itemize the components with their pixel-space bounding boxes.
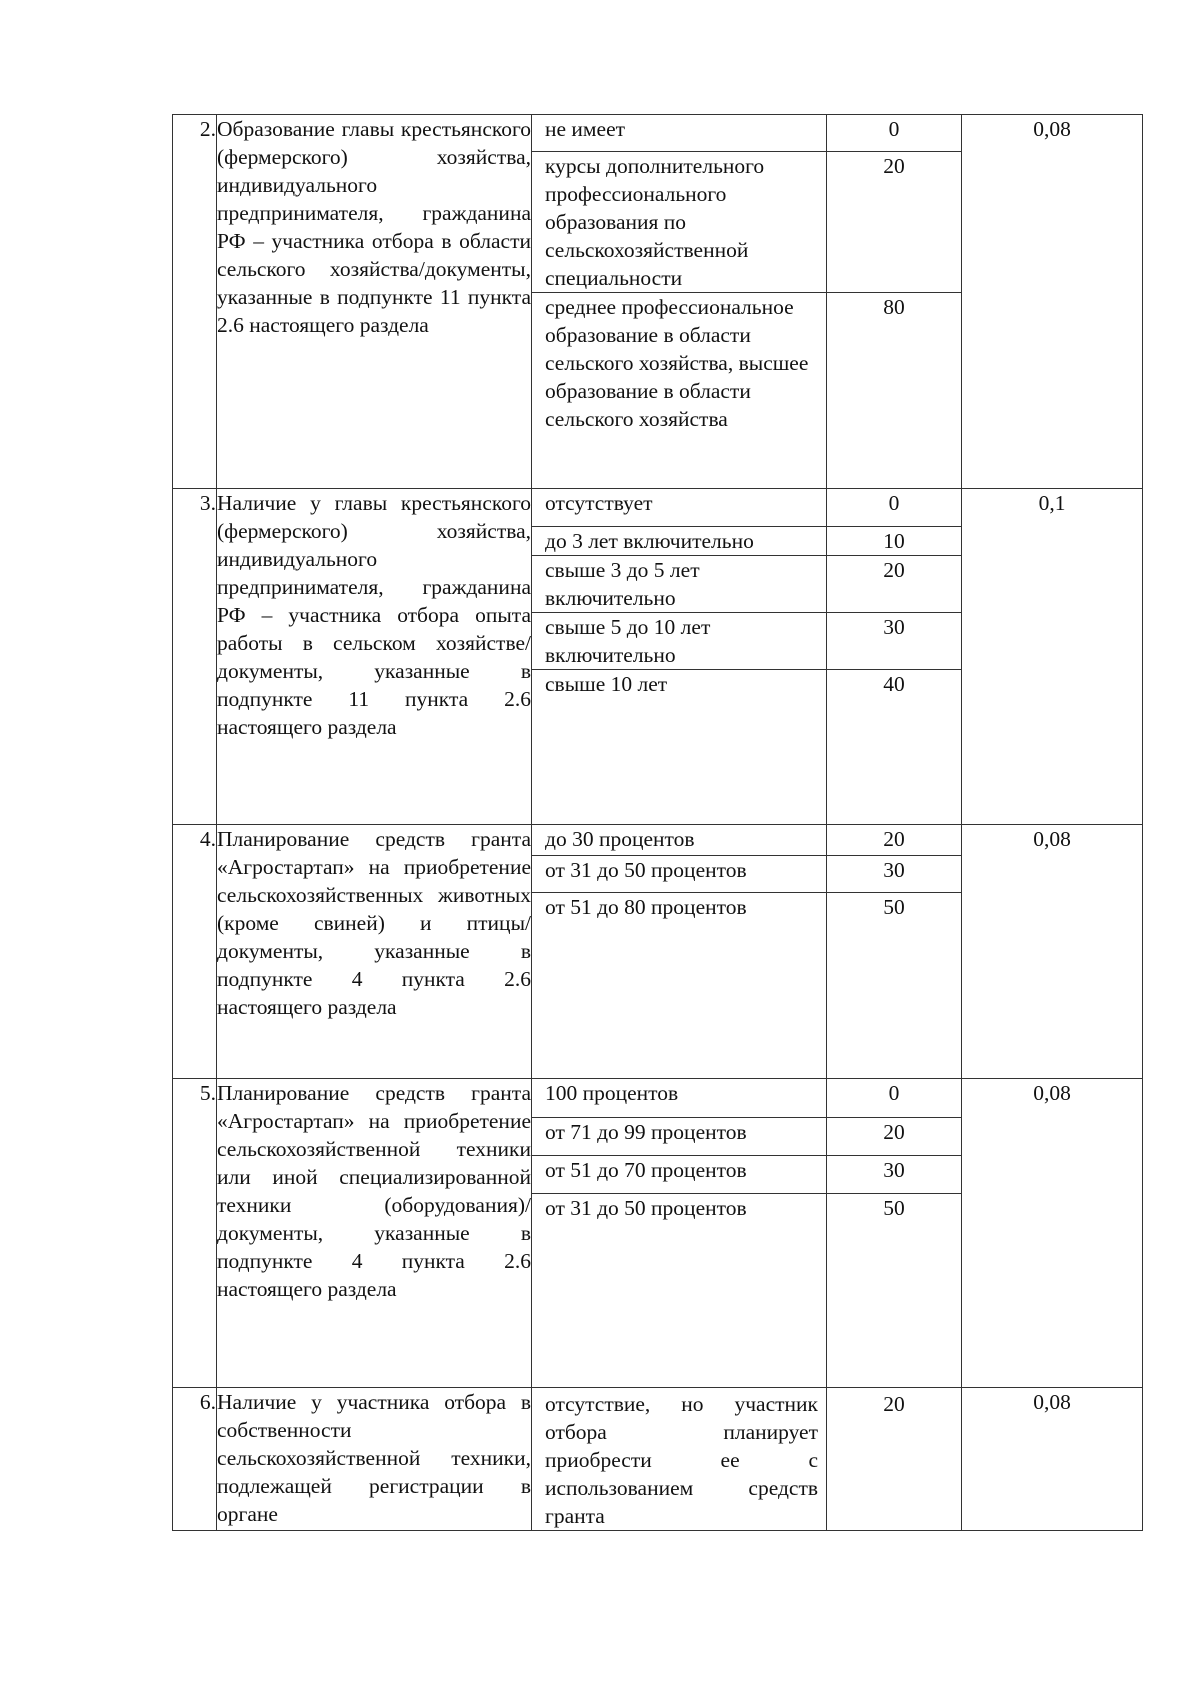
option-points: 80: [883, 294, 905, 319]
option-row: [532, 115, 961, 151]
option-row: [532, 1388, 961, 1530]
row-number: 4.: [173, 825, 217, 1079]
option-points: 20: [827, 151, 962, 292]
option-points: 0: [827, 1079, 962, 1117]
criteria-row: [173, 115, 1143, 489]
option-points: 50: [883, 1195, 905, 1220]
options-table: [532, 1388, 961, 1530]
options-table: [532, 1079, 961, 1387]
option-points: 20: [827, 825, 962, 855]
criterion-weight: 0,1: [962, 489, 1143, 825]
row-number: 3.: [173, 489, 217, 825]
criterion-name: Планирование средств гранта «Агростартап» на приобретение сельскохозяйственной техники или иной специализированной техники (оборудования)/документы, указанные в подпункте 4 пункта 2.6 настоящего раздела: [217, 1079, 532, 1388]
option-label: не имеет: [532, 115, 827, 151]
option-label: от 51 до 80 процентов: [532, 892, 827, 1078]
option-label: отсутствует: [532, 489, 827, 526]
option-label: от 51 до 70 процентов: [532, 1155, 827, 1193]
option-points: 30: [827, 1155, 962, 1193]
criteria-row: [173, 489, 1143, 825]
option-row: [532, 526, 961, 555]
option-row: [532, 151, 961, 292]
option-label: свыше 5 до 10 лет включительно: [532, 612, 827, 669]
criteria-row: [173, 825, 1143, 1079]
option-row: [532, 555, 961, 612]
option-label: от 31 до 50 процентов: [532, 1193, 827, 1387]
option-row: [532, 1193, 961, 1387]
criterion-name: Наличие у главы крестьянского (фермерского) хозяйства, индивидуального предпринимателя, гражданина РФ – участника отбора опыта работы в сельском хозяйстве/документы, указанные в подпункте 11 пункта 2.6 настоящего раздела: [217, 489, 532, 825]
options-table: [532, 825, 961, 1078]
option-row: [532, 825, 961, 855]
option-points: 10: [827, 526, 962, 555]
option-label: свыше 3 до 5 лет включительно: [532, 555, 827, 612]
row-number: 6.: [173, 1388, 217, 1531]
criterion-weight: 0,08: [962, 825, 1143, 1079]
options-table: [532, 489, 961, 824]
option-points: 20: [883, 1392, 905, 1416]
row-number: 5.: [173, 1079, 217, 1388]
option-points: 0: [827, 115, 962, 151]
option-row: [532, 489, 961, 526]
option-row: [532, 892, 961, 1078]
option-points: 20: [827, 555, 962, 612]
option-label: свыше 10 лет: [532, 669, 827, 824]
options-cell: [532, 1388, 962, 1531]
option-row: [532, 1079, 961, 1117]
option-label: от 71 до 99 процентов: [532, 1117, 827, 1155]
option-label: отсутствие, но участник отбора планирует приобрести ее с использованием средств гранта: [532, 1388, 827, 1530]
option-row: [532, 1155, 961, 1193]
criterion-weight: 0,08: [962, 1388, 1143, 1531]
option-label: от 31 до 50 процентов: [532, 855, 827, 892]
option-points: 40: [883, 671, 905, 696]
criterion-name: Планирование средств гранта «Агростартап» на приобретение сельскохозяйственных животных (кроме свиней) и птицы/документы, указанные в подпункте 4 пункта 2.6 настоящего раздела: [217, 825, 532, 1079]
option-points: 50: [883, 894, 905, 919]
criteria-row: [173, 1079, 1143, 1388]
option-points: 0: [827, 489, 962, 526]
criteria-row: [173, 1388, 1143, 1531]
option-points: 20: [827, 1117, 962, 1155]
option-label: курсы дополнительного профессионального образования по сельскохозяйственной специальности: [532, 151, 827, 292]
options-cell: [532, 115, 962, 489]
option-row: [532, 612, 961, 669]
option-row: [532, 669, 961, 824]
options-cell: [532, 489, 962, 825]
criteria-table: [172, 114, 1143, 1531]
option-row: [532, 292, 961, 488]
option-label: до 3 лет включительно: [532, 526, 827, 555]
option-row: [532, 1117, 961, 1155]
option-label: 100 процентов: [532, 1079, 827, 1117]
option-label: до 30 процентов: [532, 825, 827, 855]
criterion-weight: 0,08: [962, 115, 1143, 489]
option-points: 30: [827, 855, 962, 892]
row-number: 2.: [173, 115, 217, 489]
criterion-name: Наличие у участника отбора в собственности сельскохозяйственной техники, подлежащей регистрации в органе: [217, 1388, 532, 1531]
options-table: [532, 115, 961, 488]
criterion-weight: 0,08: [962, 1079, 1143, 1388]
options-cell: [532, 825, 962, 1079]
option-row: [532, 855, 961, 892]
option-label: среднее профессиональное образование в области сельского хозяйства, высшее образование в области сельского хозяйства: [532, 292, 827, 488]
option-points: 30: [827, 612, 962, 669]
options-cell: [532, 1079, 962, 1388]
criterion-name: Образование главы крестьянского (фермерского) хозяйства, индивидуального предпринимателя, гражданина РФ – участника отбора в области сельского хозяйства/документы, указанные в подпункте 11 пункта 2.6 настоящего раздела: [217, 115, 532, 489]
